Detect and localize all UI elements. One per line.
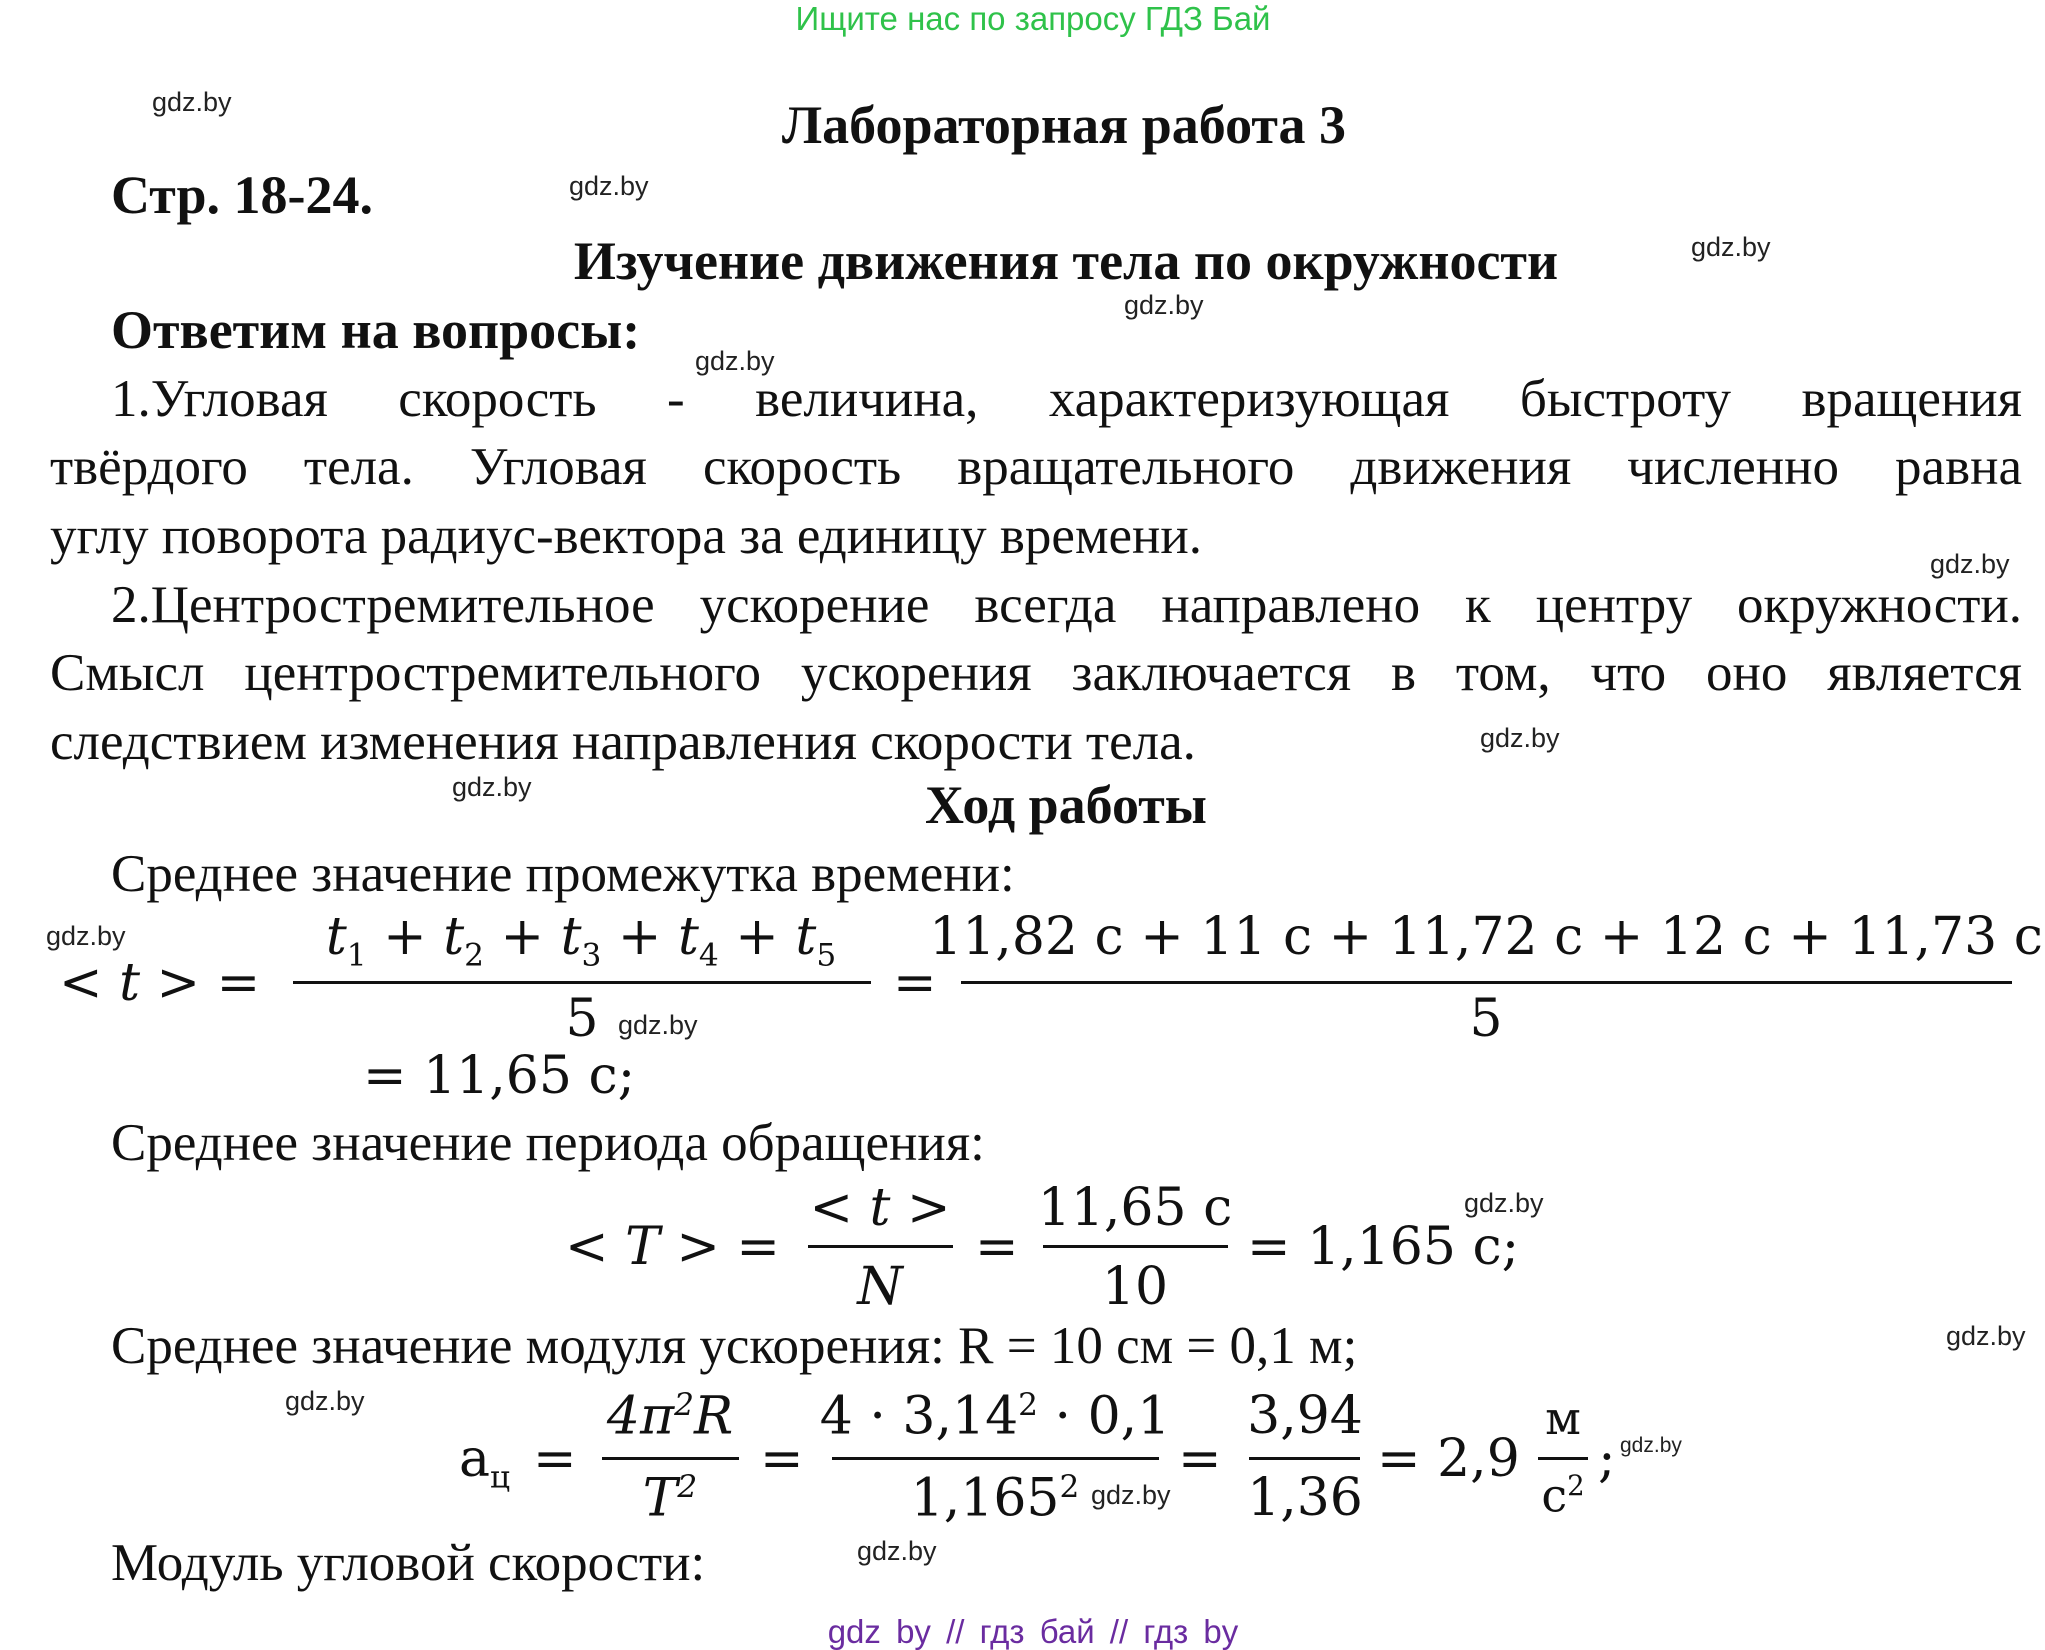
questions-heading: Ответим на вопросы: xyxy=(111,300,641,360)
equals-sign: = xyxy=(533,1429,577,1489)
answer-line: твёрдого тела. Угловая скорость вращательного движения численно равна xyxy=(50,438,2022,496)
watermark: gdz.by xyxy=(1946,1321,2026,1351)
equals-sign: = xyxy=(893,953,937,1013)
mean-period-result: = 1,165 c; xyxy=(1247,1217,1520,1277)
watermark: gdz.by xyxy=(1930,549,2010,579)
unit-numerator: м xyxy=(1545,1391,1581,1445)
fraction-bar xyxy=(961,981,2012,984)
mean-period-lhs: < T > = xyxy=(565,1217,780,1277)
footer-links: gdz by // гдз бай // гдз by xyxy=(827,1613,1239,1650)
mean-period-denominator: N xyxy=(857,1257,903,1317)
watermark: gdz.by xyxy=(452,772,532,802)
page-range: Стр. 18-24. xyxy=(111,165,373,225)
fraction-bar xyxy=(602,1457,739,1460)
answer-line: углу поворота радиус-вектора за единицу времени. xyxy=(50,507,1202,565)
mean-period-label: Среднее значение периода обращения: xyxy=(111,1114,985,1172)
mean-time-denominator: 5 xyxy=(565,989,599,1049)
mean-time-values: 11,82 c + 11 c + 11,72 c + 12 c + 11,73 c xyxy=(929,907,2043,967)
watermark: gdz.by xyxy=(857,1536,937,1566)
accel-label: Среднее значение модуля ускорения: R = 10 см = 0,1 м; xyxy=(111,1317,1358,1375)
semicolon: ; xyxy=(1598,1429,1616,1489)
angular-velocity-label: Модуль угловой скорости: xyxy=(111,1534,706,1592)
watermark: gdz.by xyxy=(1091,1480,1171,1510)
equals-sign: = xyxy=(975,1217,1019,1277)
mean-time-lhs: < t > = xyxy=(59,953,261,1013)
equals-sign: = xyxy=(760,1429,804,1489)
accel-numerator-3: 3,94 xyxy=(1247,1386,1363,1446)
accel-denominator-2: 1,165$^2$ xyxy=(910,1468,1080,1529)
fraction-bar xyxy=(1043,1245,1228,1248)
answer-line: следствием изменения направления скорости тела. xyxy=(50,713,1196,771)
answer-line: 2.Центростремительное ускорение всегда направлено к центру окружности. xyxy=(111,576,2022,634)
lab-subtitle: Изучение движения тела по окружности xyxy=(573,231,1559,291)
accel-denominator-1: $T^2$ xyxy=(642,1468,698,1529)
watermark: gdz.by xyxy=(1124,290,1204,320)
mean-time-result: = 11,65 c; xyxy=(363,1046,636,1106)
fraction-bar xyxy=(293,981,871,984)
watermark: gdz.by xyxy=(695,346,775,376)
fraction-bar xyxy=(1538,1457,1588,1460)
answer-line: 1.Угловая скорость - величина, характеризующая быстроту вращения xyxy=(111,370,2022,428)
page-title: Лабораторная работа 3 xyxy=(781,95,1347,155)
accel-numerator-1: $4\pi^2R$ xyxy=(606,1386,734,1447)
watermark: gdz.by xyxy=(1464,1188,1544,1218)
accel-numerator-2: $4 \cdot 3,14^2 \cdot 0,1$ xyxy=(819,1386,1171,1447)
search-banner: Ищите нас по запросу ГДЗ Бай xyxy=(795,0,1271,37)
fraction-bar xyxy=(808,1245,953,1248)
watermark: gdz.by xyxy=(618,1010,698,1040)
watermark: gdz.by xyxy=(569,171,649,201)
work-heading: Ход работы xyxy=(925,775,1207,835)
accel-result: = 2,9 xyxy=(1377,1429,1520,1489)
watermark: gdz.by xyxy=(285,1386,365,1416)
unit-denominator: $с^2$ xyxy=(1541,1468,1585,1523)
answer-line: Смысл центростремительного ускорения заключается в том, что оно является xyxy=(50,644,2022,702)
fraction-bar xyxy=(1249,1457,1360,1460)
watermark: gdz.by xyxy=(1480,723,1560,753)
mean-time-numerator: $t_1 + t_2 + t_3 + t_4 + t_5$ xyxy=(325,907,837,974)
watermark: gdz.by xyxy=(152,87,232,117)
mean-time-label: Среднее значение промежутка времени: xyxy=(111,845,1015,903)
watermark: gdz.by xyxy=(1691,232,1771,262)
mean-time-denominator-2: 5 xyxy=(1469,989,1503,1049)
accel-lhs: $a_ц$ xyxy=(459,1429,511,1496)
mean-period-denominator-2: 10 xyxy=(1101,1257,1169,1317)
accel-denominator-3: 1,36 xyxy=(1247,1468,1363,1528)
watermark: gdz.by xyxy=(46,921,126,951)
watermark: gdz.by xyxy=(1620,1434,1682,1457)
mean-period-numerator-2: 11,65 c xyxy=(1037,1178,1233,1238)
equals-sign: = xyxy=(1178,1429,1222,1489)
mean-period-numerator: < t > xyxy=(809,1178,951,1238)
fraction-bar xyxy=(832,1457,1159,1460)
